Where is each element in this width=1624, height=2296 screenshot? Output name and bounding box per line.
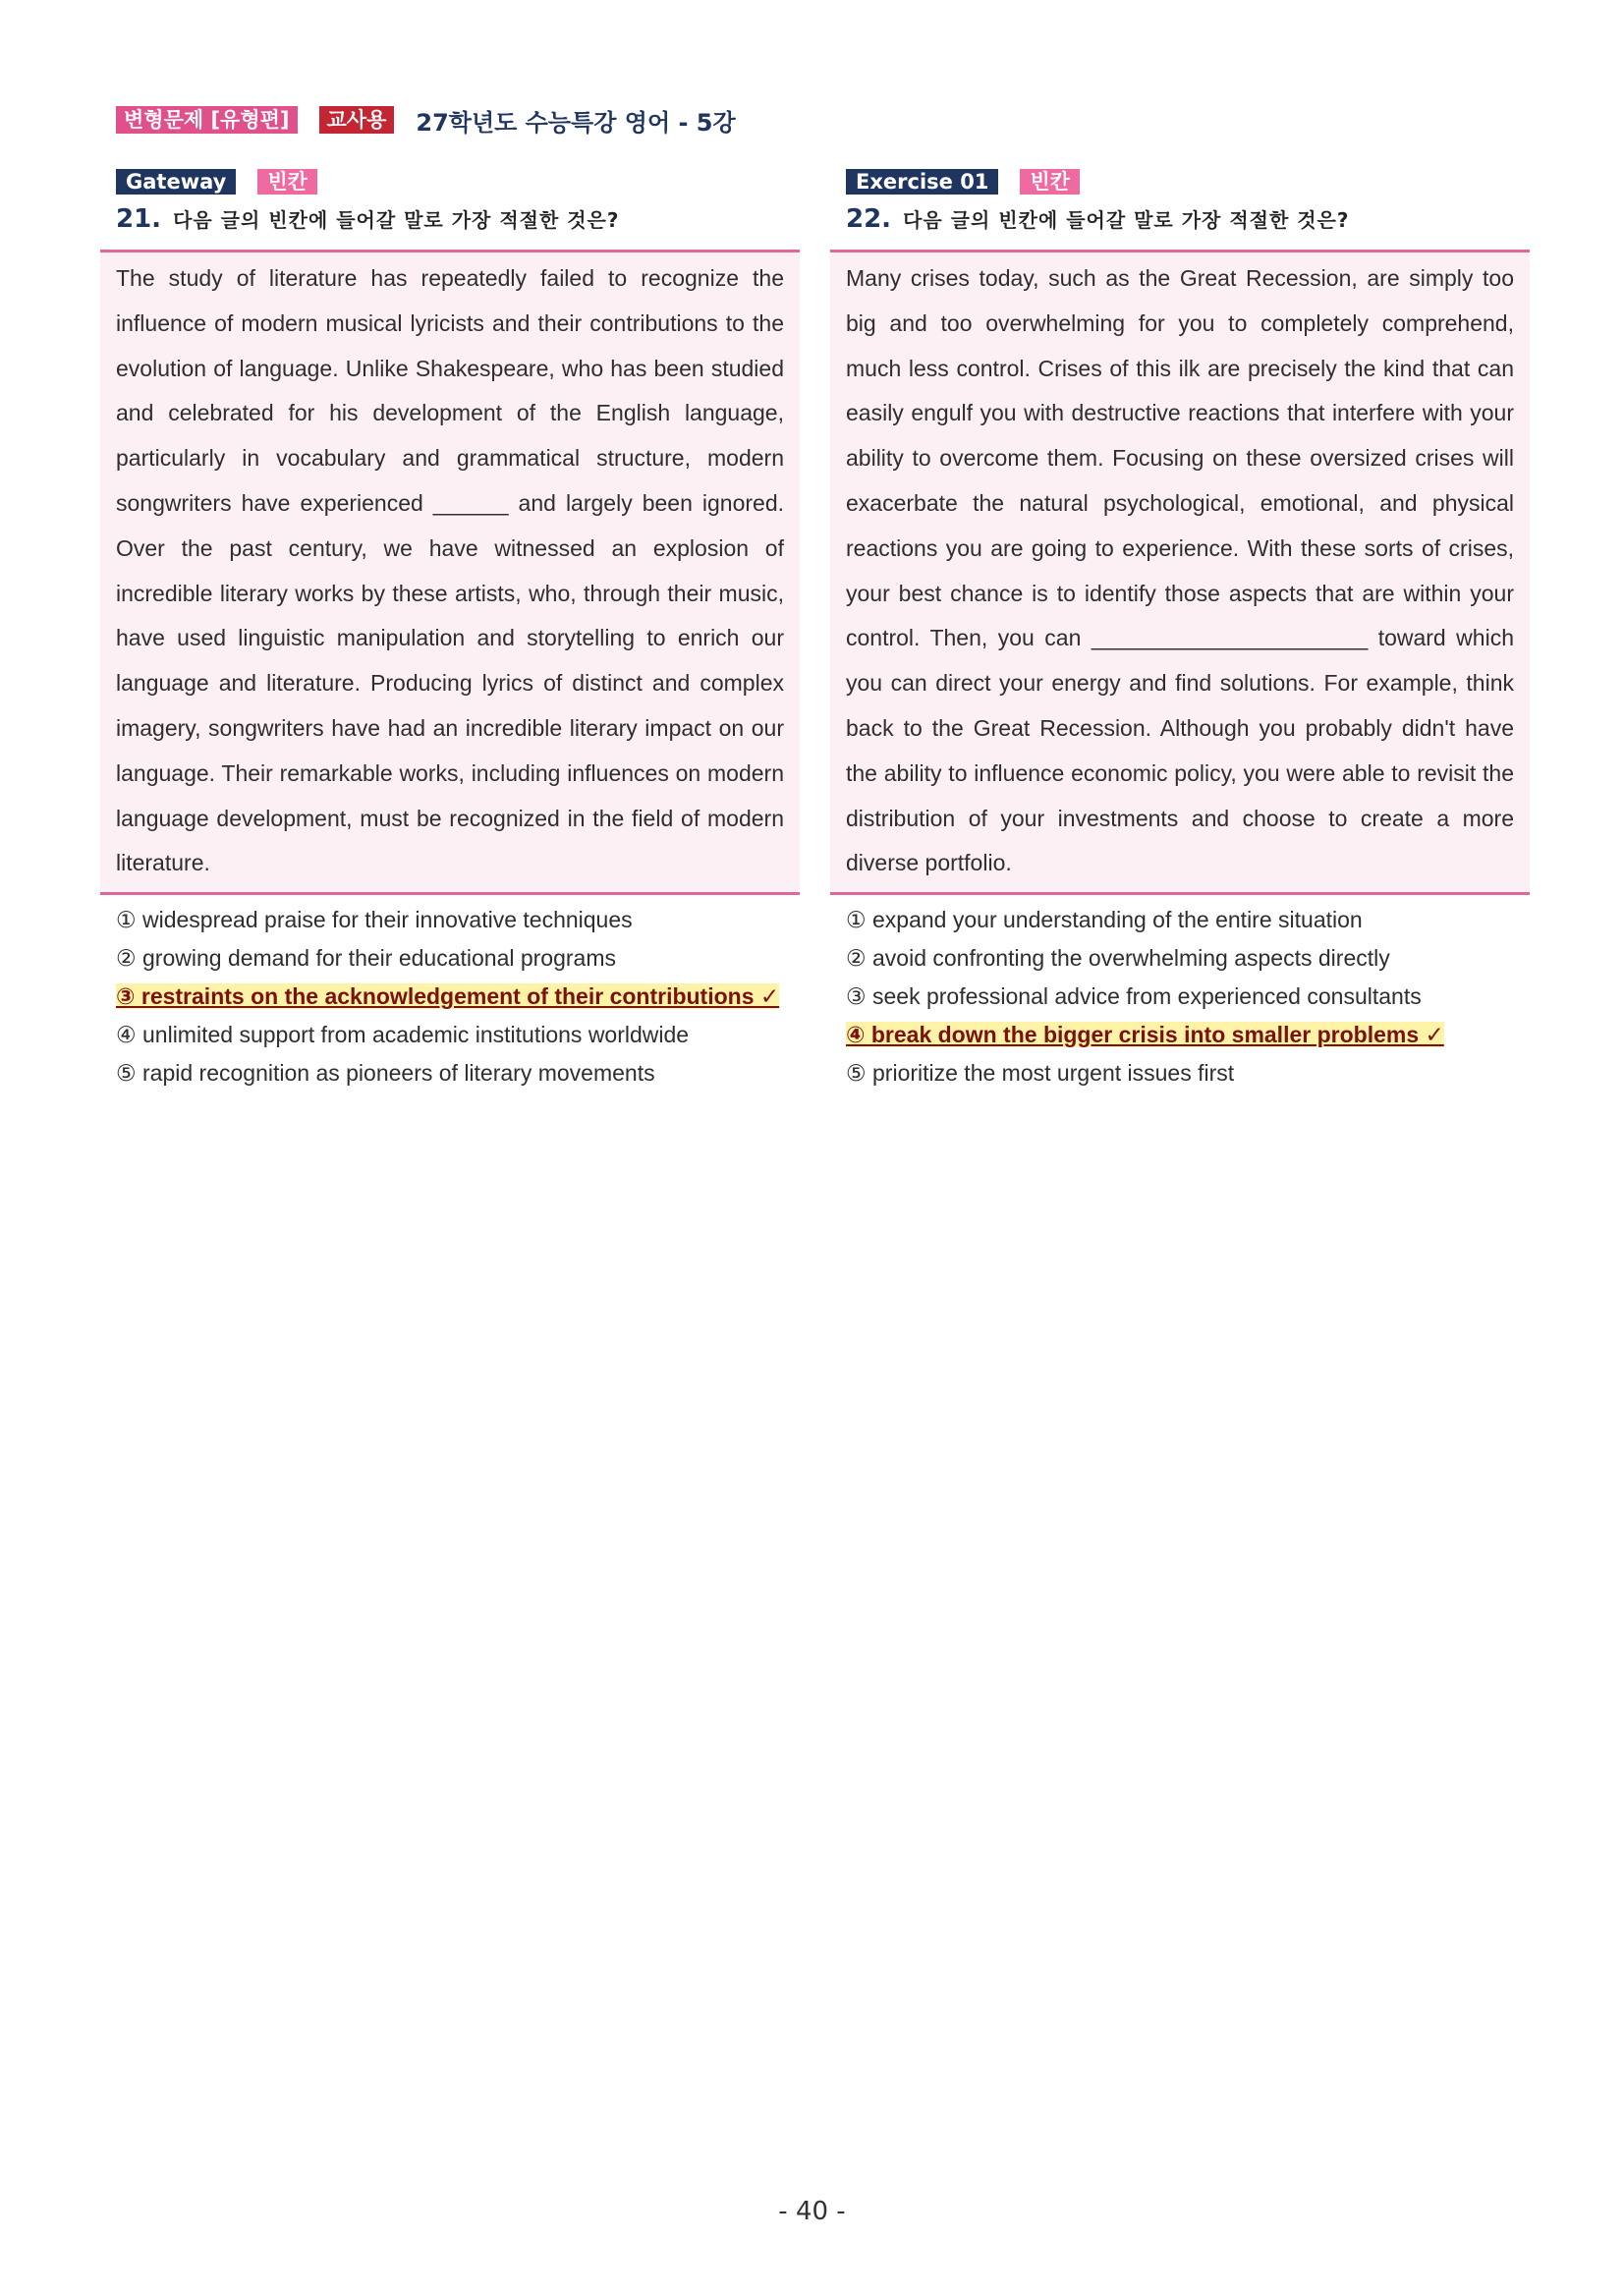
exercise-badge: Exercise 01: [846, 169, 998, 195]
question-21-column: [100, 167, 800, 1092]
passage-text: The study of literature has repeatedly failed to recognize the influence of modern musical lyricists and their contributions to the evolution of language. Unlike Shakespeare, who has been studied and celebrated for his development of the English language, particularly in vocabulary and grammatical structure, modern songwriters have experienced ______ and largely been ignored. Over the past century, we have witnessed an explosion of incredible literary works by these artists, who, through their music, have used linguistic manipulation and storytelling to enrich our language and literature. Producing lyrics of distinct and complex imagery, songwriters have had an incredible literary impact on our language. Their remarkable works, including influences on modern language development, must be recognized in the field of modern literature.: [116, 265, 784, 876]
choice-2: ② avoid confronting the overwhelming aspects directly: [846, 945, 1390, 972]
choice-1: ① widespread praise for their innovative techniques: [116, 907, 633, 933]
passage-text: Many crises today, such as the Great Recession, are simply too big and too overwhelming for you to completely comprehend, much less control. Crises of this ilk are precisely the kind that can easily engulf you with destructive reactions that interfere with your ability to overcome them. Focusing on these oversized crises will exacerbate the natural psychological, emotional, and physical reactions you are going to experience. With these sorts of crises, your best chance is to identify those aspects that are within your control. Then, you can ______________________ toward which you can direct your energy and find solutions. For example, think back to the Great Recession. Although you probably didn't have the ability to influence economic policy, you were able to revisit the distribution of your investments and choose to create a more diverse portfolio.: [846, 265, 1514, 876]
choice-3-correct: [116, 978, 800, 1016]
question-21-badges: [116, 167, 800, 196]
blank-type-badge: 빈칸: [1020, 169, 1080, 195]
teacher-tag: 교사용: [319, 106, 395, 134]
choice-4: ④ unlimited support from academic institutions worldwide: [116, 1022, 690, 1048]
correct-answer-text: ④ break down the bigger crisis into smaller problems ✓: [846, 1022, 1444, 1048]
choice-1: ① expand your understanding of the entire situation: [846, 907, 1363, 933]
type-tag: 변형문제 [유형편]: [116, 106, 298, 134]
choice-2: ② growing demand for their educational programs: [116, 945, 616, 972]
question-text: 다음 글의 빈칸에 들어갈 말로 가장 적절한 것은?: [173, 208, 620, 232]
choice-5: ⑤ rapid recognition as pioneers of literary movements: [116, 1060, 655, 1087]
choice-5: ⑤ prioritize the most urgent issues first: [846, 1060, 1235, 1087]
passage-box: [100, 250, 800, 895]
question-22-column: [830, 167, 1530, 1092]
gateway-badge: Gateway: [116, 169, 236, 195]
question-text: 다음 글의 빈칸에 들어갈 말로 가장 적절한 것은?: [903, 208, 1350, 232]
question-22-badges: [846, 167, 1530, 196]
question-number: 22.: [846, 204, 892, 234]
passage-box: [830, 250, 1530, 895]
blank-type-badge: 빈칸: [257, 169, 317, 195]
answer-choices: [100, 901, 800, 1092]
correct-answer-text: ③ restraints on the acknowledgement of their contributions ✓: [116, 983, 780, 1010]
choice-4-correct: [846, 1016, 1530, 1054]
question-21-prompt: [116, 204, 800, 240]
page-header: [116, 104, 736, 136]
question-number: 21.: [116, 204, 162, 234]
header-title: 27학년도 수능특강 영어 - 5강: [416, 108, 736, 137]
choice-3: ③ seek professional advice from experienced consultants: [846, 983, 1422, 1010]
answer-choices: [830, 901, 1530, 1092]
question-22-prompt: [846, 204, 1530, 240]
page-number: - 40 -: [778, 2197, 846, 2226]
